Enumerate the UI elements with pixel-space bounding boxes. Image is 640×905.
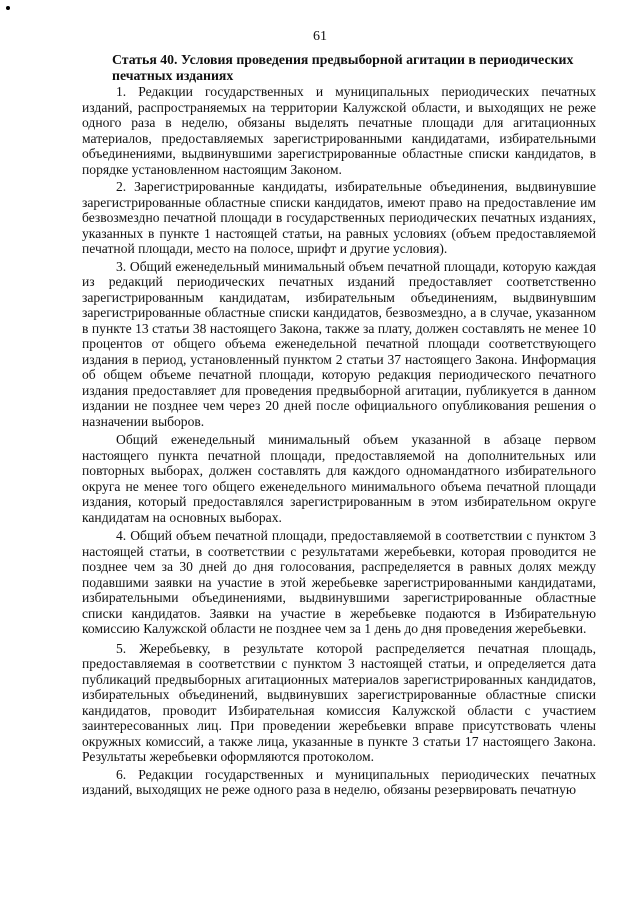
paragraph-3-second-part: Общий еженедельный минимальный объем указанной в абзаце первом настоящего пункта печатной площади, предоставляемой на дополнительных или повторных выборах, должен составлять для каждого одномандатного избирательного округа не менее того общего еженедельного минимального объема печатной площади издания, который предоставлялся зарегистрированным в этом избирательном округе кандидатам на основных выборах.	[82, 432, 596, 525]
paragraph-2: 2. Зарегистрированные кандидаты, избирательные объединения, выдвинувшие зарегистрированные областные списки кандидатов, имеют право на предоставление им безвозмездно печатной площади в государственных периодических печатных изданиях, указанных в пункте 1 настоящей статьи, на равных условиях (объем предоставляемой печатной площади, место на полосе, шрифт и другие условия).	[82, 179, 596, 256]
paragraph-4: 4. Общий объем печатной площади, предоставляемой в соответствии с пунктом 3 настоящей статьи, в соответствии с результатами жеребьевки, которая проводится не позднее чем за 30 дней до дня голосования, распределяется в равных долях между подавшими заявки на участие в этой жеребьевке зарегистрированными кандидатами, избирательными объединениями, выдвинувшими зарегистрированные областные списки кандидатов. Заявки на участие в жеребьевке подаются в Избирательную комиссию Калужской области не позднее чем за 1 день до дня проведения жеребьевки.	[82, 528, 596, 636]
paragraph-5: 5. Жеребьевку, в результате которой распределяется печатная площадь, предоставляемая в соответствии с пунктом 3 настоящей статьи, и определяется дата публикаций предвыборных агитационных материалов зарегистрированных кандидатов, избирательных объединений, выдвинувших зарегистрированные областные списки кандидатов, проводит Избирательная комиссия Калужской области с участием заинтересованных лиц. При проведении жеребьевки вправе присутствовать члены окружных комиссий, а также лица, указанные в пункте 3 статьи 17 настоящего Закона. Результаты жеребьевки оформляются протоколом.	[82, 640, 596, 764]
paragraph-6: 6. Редакции государственных и муниципальных периодических печатных изданий, выходящих не реже одного раза в неделю, обязаны резервировать печатную	[82, 766, 596, 797]
page-number: 61	[313, 29, 327, 44]
article-body	[82, 52, 596, 798]
paragraph-1: 1. Редакции государственных и муниципальных периодических печатных изданий, распространяемых на территории Калужской области, и выходящих не реже одного раза в неделю, обязаны выделять печатные площади для агитационных материалов, предоставляемых зарегистрированными кандидатами, избирательными объединениями, выдвинувшими зарегистрированные областные списки кандидатов, в порядке установленном настоящим Законом.	[82, 84, 596, 177]
scan-dot-mark	[6, 6, 10, 10]
article-heading: Статья 40. Условия проведения предвыборной агитации в периодических печатных изданиях	[112, 52, 574, 83]
paragraph-3: 3. Общий еженедельный минимальный объем печатной площади, которую каждая из редакций периодических печатных изданий предоставляет соответственно зарегистрированным кандидатам, избирательным объединениям, выдвинувшим зарегистрированные областные списки кандидатов, безвозмездно, а в случае, указанном в пункте 13 статьи 38 настоящего Закона, также за плату, должен составлять не менее 10 процентов от общего объема еженедельной печатной площади соответствующего издания в период, установленный пунктом 2 статьи 37 настоящего Закона. Информация об общем объеме печатной площади, которую редакция периодического печатного издания предоставляет для проведения предвыборной агитации, публикуется в данном издании не позднее чем через 20 дней после официального опубликования решения о назначении выборов.	[82, 258, 596, 429]
